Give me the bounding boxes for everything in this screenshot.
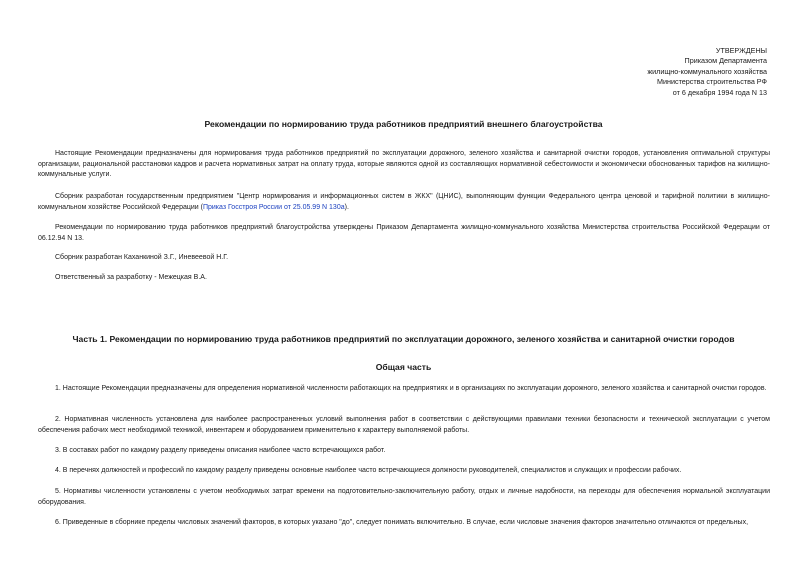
intro-paragraph-3: Рекомендации по нормированию труда работников предприятий благоустройства утверждены Приказом Департамента жилищно-коммунального хозяйства Министерства строительства Российской Федерации от 06.12.94 N 13. <box>38 224 770 242</box>
intro-paragraph-4: Сборник разработан Каханкиной З.Г., Иневеевой Н.Г. <box>55 254 229 261</box>
approval-line: от 6 декабря 1994 года N 13 <box>672 87 767 97</box>
intro-paragraph-2 <box>38 192 770 213</box>
document-title: Рекомендации по нормированию труда работников предприятий внешнего благоустройства <box>204 119 603 129</box>
general-item-2: 2. Нормативная численность установлена для наиболее распространенных условий выполнения работ в соответствии с действующими правилами техники безопасности и технической эксплуатации с учетом обеспечения рабочих мест необходимой техникой, инвентарем и оборудованием применительно к характеру выполняемой работы. <box>38 416 770 434</box>
general-item-1: 1. Настоящие Рекомендации предназначены для определения нормативной численности работающих на предприятиях и в организациях по эксплуатации дорожного, зеленого хозяйства и санитарной очистки городов. <box>55 385 767 392</box>
approval-line: Министерства строительства РФ <box>656 77 767 87</box>
order-link[interactable]: Приказ Госстроя России от 25.05.99 N 130а <box>202 203 345 211</box>
approval-line: жилищно-коммунального хозяйства <box>647 66 767 76</box>
approval-block <box>647 46 767 98</box>
intro-paragraph-5: Ответственный за разработку - Межецкая В.А. <box>55 274 207 281</box>
general-section-title: Общая часть <box>375 362 432 372</box>
approval-line: УТВЕРЖДЕНЫ <box>715 46 767 55</box>
intro-paragraph-2-end: ). <box>344 203 349 211</box>
part-1-title: Часть 1. Рекомендации по нормированию труда работников предприятий по эксплуатации дорожного, зеленого хозяйства и санитарной очистки городов <box>72 334 735 344</box>
approval-line: Приказом Департамента <box>684 56 767 66</box>
general-item-4: 4. В перечнях должностей и профессий по каждому разделу приведены основные наиболее часто встречающиеся должности руководителей, специалистов и служащих и профессии рабочих. <box>55 467 682 474</box>
intro-paragraph-2-text: Сборник разработан государственным предприятием "Центр нормирования и информационных систем в ЖКХ" (ЦНИС), выполняющим функции Федерального центра ценовой и тарифной политики в жилищно-коммунальном хозяйстве Российской Федерации ( <box>38 193 770 211</box>
general-item-3: 3. В составах работ по каждому разделу приведены описания наиболее часто встречающихся работ. <box>55 447 386 454</box>
intro-paragraph-1: Настоящие Рекомендации предназначены для нормирования труда работников предприятий по эксплуатации дорожного, зеленого хозяйства и санитарной очистки городов, установления оптимальной структуры организации, рациональной расстановки кадров и расчета нормативных затрат на оплату труда, которые являются одной из составляющих нормативной себестоимости и экономически обоснованных тарифов на жилищно-коммунальные услуги. <box>38 150 770 179</box>
general-item-5: 5. Нормативы численности установлены с учетом необходимых затрат времени на подготовительно-заключительную работу, отдых и личные надобности, на переходы для обеспечения нормальной эксплуатации оборудования. <box>38 488 770 506</box>
general-item-6: 6. Приведенные в сборнике пределы числовых значений факторов, в которых указано "до", следует понимать включительно. В случае, если числовые значения факторов значительно отличаются от предельных, <box>55 519 749 526</box>
